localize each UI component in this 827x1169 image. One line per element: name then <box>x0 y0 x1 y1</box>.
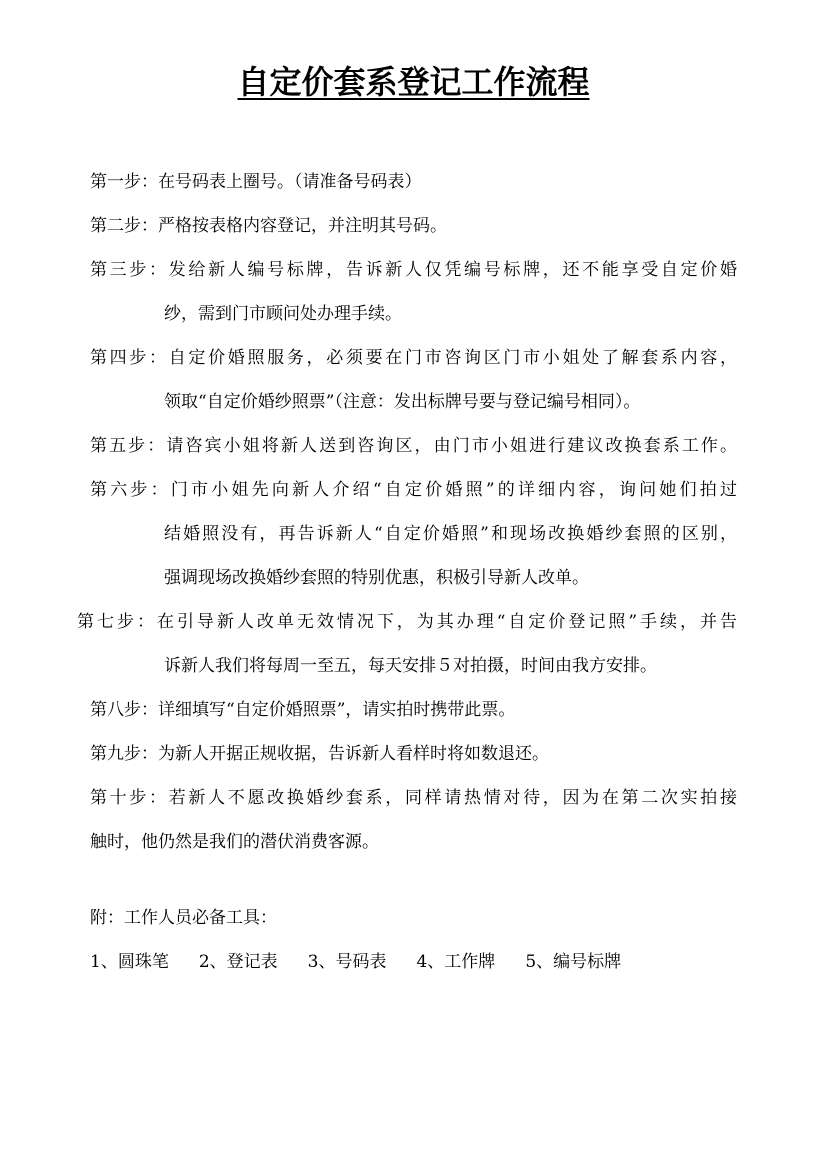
step-7-continuation <box>164 654 657 678</box>
tool-item: 5、编号标牌 <box>525 952 622 972</box>
step-7 <box>77 610 737 634</box>
step-8 <box>90 698 515 722</box>
step-4-continuation <box>164 390 640 414</box>
step-6 <box>90 478 737 502</box>
step-4 <box>90 346 737 370</box>
appendix-heading <box>90 906 277 930</box>
step-2 <box>90 214 447 238</box>
step-10-continuation <box>90 830 379 854</box>
step-text: 在号码表上圈号。（请准备号码表） <box>158 172 422 192</box>
step-text: 强调现场改换婚纱套照的特别优惠，积极引导新人改单。 <box>164 568 589 588</box>
step-5 <box>90 434 737 458</box>
step-label: 第二步： <box>90 216 158 236</box>
appendix-heading-text: 附：工作人员必备工具： <box>90 908 277 928</box>
step-text: 详细填写“自定价婚照票”，请实拍时携带此票。 <box>158 700 516 720</box>
step-text: 纱，需到门市顾问处办理手续。 <box>164 304 402 324</box>
step-text: 发给新人编号标牌，告诉新人仅凭编号标牌，还不能享受自定价婚 <box>168 260 737 280</box>
step-label: 第三步： <box>90 260 169 280</box>
step-text: 领取“自定价婚纱照票”（注意：发出标牌号要与登记编号相同）。 <box>164 392 641 412</box>
tool-item: 4、工作牌 <box>416 952 496 972</box>
step-text: 门市小姐先向新人介绍“自定价婚照”的详细内容，询问她们拍过 <box>170 480 737 500</box>
step-1 <box>90 170 422 194</box>
step-label: 第八步： <box>90 700 158 720</box>
step-label: 第四步： <box>90 348 169 368</box>
step-9 <box>90 742 549 766</box>
step-label: 第九步： <box>90 744 158 764</box>
step-text: 若新人不愿改换婚纱套系，同样请热情对待，因为在第二次实拍接 <box>168 788 737 808</box>
tools-list <box>90 950 651 974</box>
step-6-continuation <box>164 522 737 546</box>
step-text: 诉新人我们将每周一至五，每天安排５对拍摄，时间由我方安排。 <box>164 656 657 676</box>
step-3 <box>90 258 737 282</box>
step-label: 第六步： <box>90 480 171 500</box>
tool-item: 2、登记表 <box>198 952 278 972</box>
step-10 <box>90 786 737 810</box>
tool-item: 1、圆珠笔 <box>90 952 169 972</box>
page-title: 自定价套系登记工作流程 <box>237 63 590 101</box>
step-text: 结婚照没有，再告诉新人“自定价婚照”和现场改换婚纱套照的区别， <box>164 524 737 544</box>
step-text: 严格按表格内容登记，并注明其号码。 <box>158 216 447 236</box>
step-text: 触时，他仍然是我们的潜伏消费客源。 <box>90 832 379 852</box>
step-label: 第五步： <box>90 436 167 456</box>
step-text: 自定价婚照服务，必须要在门市咨询区门市小姐处了解套系内容， <box>168 348 737 368</box>
step-label: 第一步： <box>90 172 158 192</box>
step-label: 第十步： <box>90 788 169 808</box>
step-text: 在引导新人改单无效情况下，为其办理“自定价登记照”手续，并告 <box>156 612 737 632</box>
tool-item: 3、号码表 <box>307 952 387 972</box>
step-text: 请咨宾小姐将新人送到咨询区，由门市小姐进行建议改换套系工作。 <box>166 436 738 456</box>
step-3-continuation <box>164 302 402 326</box>
step-label: 第七步： <box>77 612 157 632</box>
step-6-continuation <box>164 566 589 590</box>
step-text: 为新人开据正规收据，告诉新人看样时将如数退还。 <box>158 744 549 764</box>
